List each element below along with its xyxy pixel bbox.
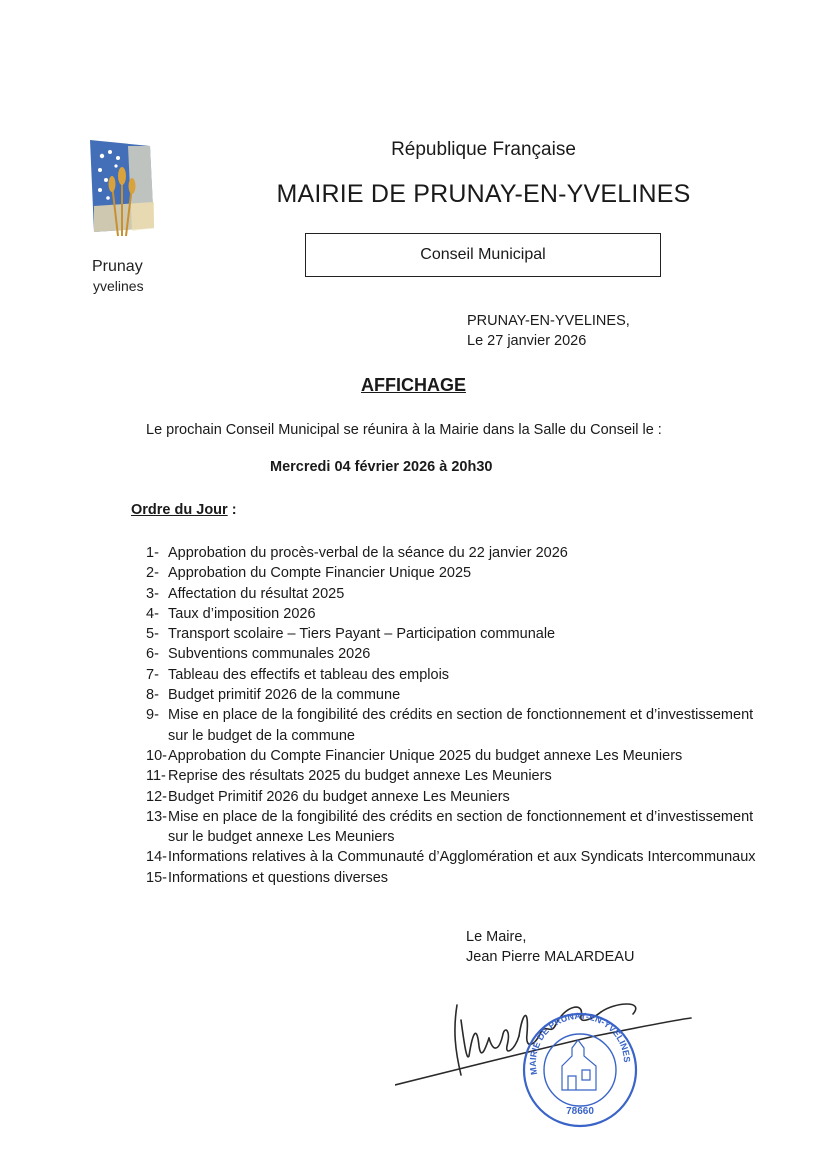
agenda-item-number: 9- <box>146 707 159 724</box>
agenda-item-number: 7- <box>146 666 159 683</box>
conseil-municipal-box <box>305 233 661 277</box>
agenda-item-number: 6- <box>146 646 159 663</box>
date-line: Le 27 janvier 2026 <box>467 333 587 349</box>
agenda-item-text: Tableau des effectifs et tableau des emplois <box>168 666 450 683</box>
ordre-du-jour-label: Ordre du Jour <box>131 502 228 518</box>
agenda-list <box>146 543 766 888</box>
agenda-item <box>146 624 766 644</box>
agenda-item <box>146 584 766 604</box>
agenda-item-number: 15- <box>146 869 167 886</box>
agenda-item <box>146 644 766 664</box>
agenda-item-text: Informations et questions diverses <box>168 869 389 886</box>
agenda-item-number: 4- <box>146 605 159 622</box>
agenda-item-text: Approbation du Compte Financier Unique 2025 du budget annexe Les Meuniers <box>168 747 683 764</box>
agenda-item-text: Transport scolaire – Tiers Payant – Participation communale <box>168 626 556 643</box>
agenda-item <box>146 847 766 867</box>
agenda-item-number: 8- <box>146 687 159 704</box>
republic-heading: République Française <box>391 139 576 160</box>
agenda-item <box>146 563 766 583</box>
mairie-title: MAIRIE DE PRUNAY-EN-YVELINES <box>276 180 691 208</box>
stamp-ring-textpath: MAIRIE DE PRUNAY-EN-YVELINES <box>527 1010 633 1076</box>
agenda-item-text: Mise en place de la fongibilité des crédits en section de fonctionnement et d’investissement sur le budget annexe Les Meuniers <box>168 808 754 846</box>
agenda-item-text: Affectation du résultat 2025 <box>168 585 345 602</box>
agenda-item <box>146 604 766 624</box>
agenda-item-text: Approbation du Compte Financier Unique 2025 <box>168 565 472 582</box>
agenda-item <box>146 766 766 786</box>
agenda-item-text: Taux d’imposition 2026 <box>168 605 316 622</box>
logo-text-prunay: Prunay <box>92 258 143 275</box>
place-line: PRUNAY-EN-YVELINES, <box>467 313 630 329</box>
agenda-item <box>146 705 766 746</box>
affichage-title: AFFICHAGE <box>361 375 466 395</box>
agenda-item-number: 2- <box>146 565 159 582</box>
agenda-item <box>146 868 766 888</box>
agenda-item-text: Informations relatives à la Communauté d’Agglomération et aux Syndicats Intercommunaux <box>168 849 756 866</box>
stamp-postcode: 78660 <box>566 1106 594 1117</box>
logo-text-yvelines: yvelines <box>93 278 144 294</box>
agenda-item-number: 5- <box>146 626 159 643</box>
agenda-item <box>146 787 766 807</box>
agenda-item-number: 1- <box>146 545 159 561</box>
agenda-item-text: Reprise des résultats 2025 du budget annexe Les Meuniers <box>168 768 552 785</box>
agenda-item-number: 13- <box>146 808 167 825</box>
maire-name: Jean Pierre MALARDEAU <box>466 949 635 965</box>
agenda-item-number: 11- <box>146 768 166 785</box>
agenda-item-text: Approbation du procès-verbal de la séance du 22 janvier 2026 <box>168 545 568 561</box>
agenda-item-number: 12- <box>146 788 167 805</box>
agenda-item <box>146 665 766 685</box>
agenda-item-text: Budget Primitif 2026 du budget annexe Les Meuniers <box>168 788 510 805</box>
ordre-du-jour-suffix: : <box>227 502 237 518</box>
agenda-item-text: Budget primitif 2026 de la commune <box>168 687 401 704</box>
agenda-item-number: 3- <box>146 585 159 602</box>
intro-paragraph: Le prochain Conseil Municipal se réunira à la Mairie dans la Salle du Conseil le : <box>146 422 662 438</box>
agenda-item-text: Subventions communales 2026 <box>168 646 371 663</box>
ordre-du-jour-heading <box>131 502 237 518</box>
meeting-datetime: Mercredi 04 février 2026 à 20h30 <box>270 459 493 475</box>
agenda-item <box>146 807 766 848</box>
agenda-item <box>146 543 766 563</box>
conseil-municipal-label: Conseil Municipal <box>420 246 546 263</box>
agenda-item <box>146 746 766 766</box>
mairie-stamp <box>520 1010 640 1130</box>
agenda-item-text: Mise en place de la fongibilité des crédits en section de fonctionnement et d’investissement sur le budget de la commune <box>168 707 754 744</box>
agenda-item <box>146 685 766 705</box>
maire-title: Le Maire, <box>466 929 527 945</box>
agenda-item-number: 10- <box>146 747 167 764</box>
agenda-item-number: 14- <box>146 849 167 866</box>
